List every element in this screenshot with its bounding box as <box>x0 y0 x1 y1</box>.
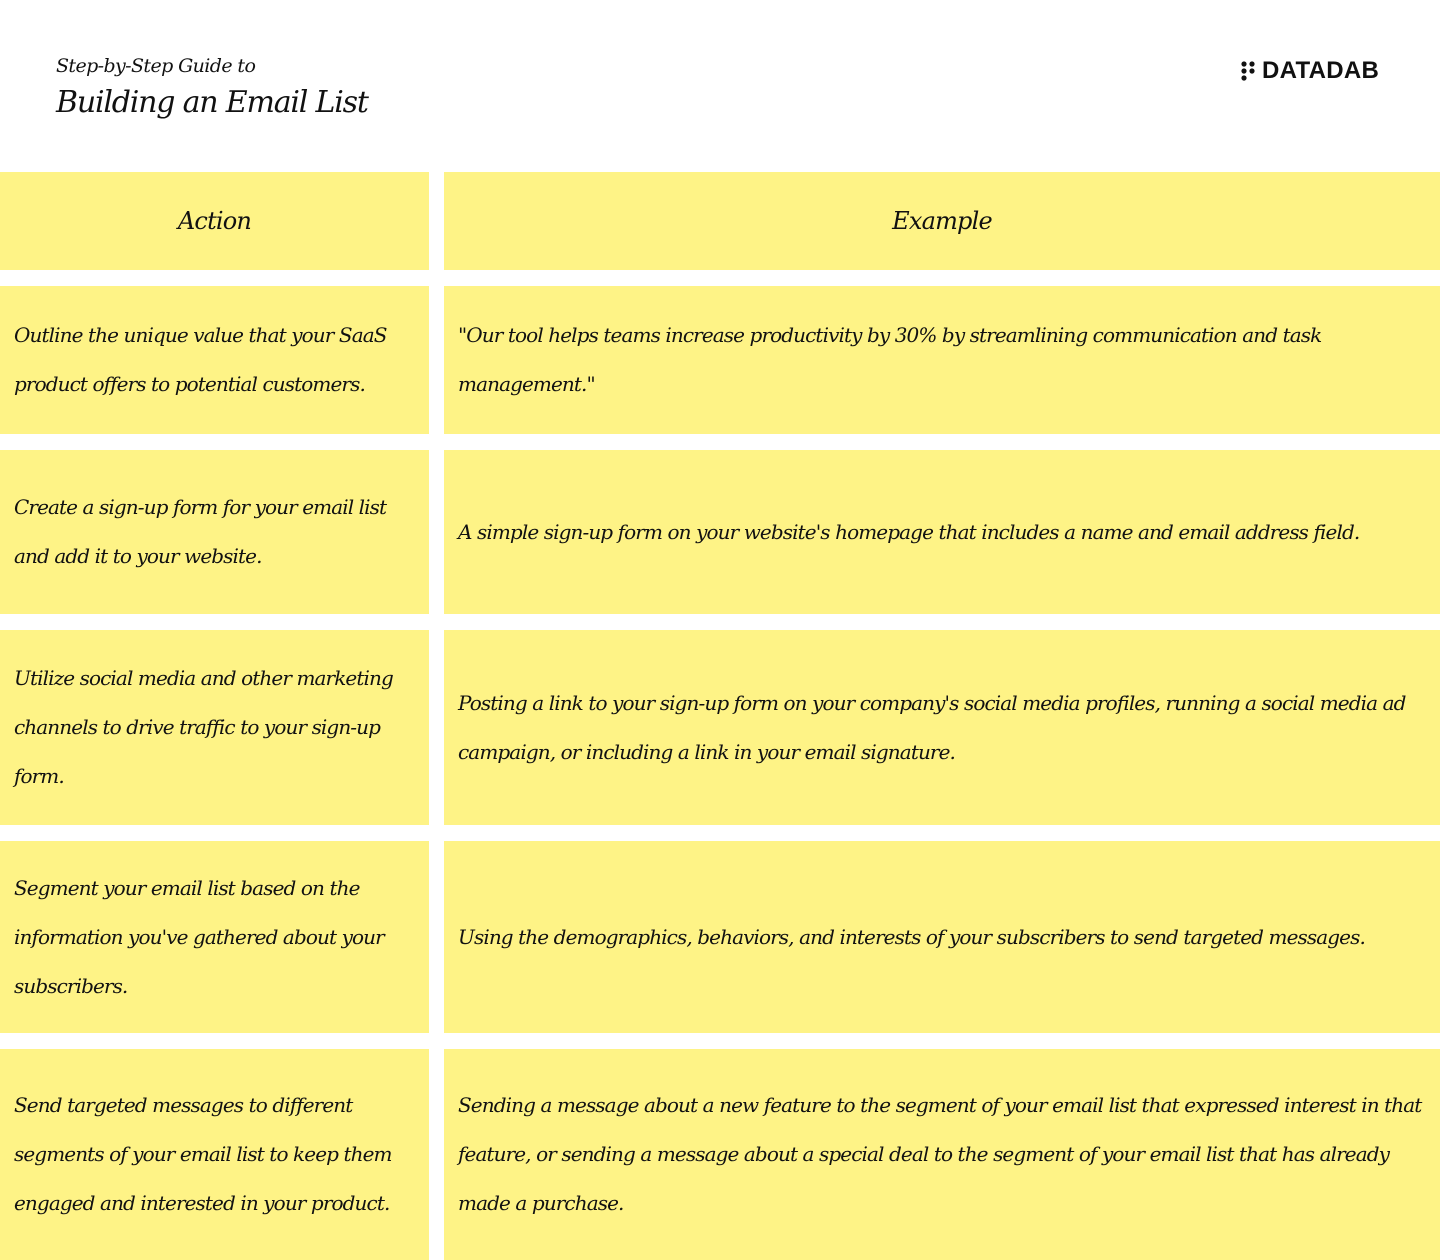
row-divider <box>0 825 1440 841</box>
title-block <box>56 52 368 126</box>
brand-logo-text: DATADAB <box>1262 57 1380 84</box>
example-cell: Using the demographics, behaviors, and interests of your subscribers to send targeted messages. <box>444 841 1440 1033</box>
table-row <box>0 630 1440 825</box>
example-cell: Sending a message about a new feature to the segment of your email list that expressed interest in that feature, or sending a message about a special deal to the segment of your email list that has already made a purchase. <box>444 1049 1440 1260</box>
example-cell: A simple sign-up form on your website's homepage that includes a name and email address field. <box>444 450 1440 614</box>
action-cell: Create a sign-up form for your email list and add it to your website. <box>0 450 429 614</box>
column-header-action: Action <box>0 172 429 270</box>
brand-logo <box>1240 56 1379 86</box>
table-row <box>0 286 1440 434</box>
page-title: Building an Email List <box>56 85 368 120</box>
dots-grid-icon <box>1240 60 1258 82</box>
action-cell: Send targeted messages to different segments of your email list to keep them engaged and interested in your product. <box>0 1049 429 1260</box>
page-subtitle: Step-by-Step Guide to <box>56 55 256 77</box>
table-row <box>0 1049 1440 1260</box>
action-cell: Segment your email list based on the information you've gathered about your subscribers. <box>0 841 429 1033</box>
action-cell: Outline the unique value that your SaaS product offers to potential customers. <box>0 286 429 434</box>
table-row <box>0 841 1440 1033</box>
column-header-example: Example <box>444 172 1440 270</box>
page-header <box>0 0 1440 172</box>
table-row <box>0 450 1440 614</box>
row-divider <box>0 434 1440 450</box>
row-divider <box>0 614 1440 630</box>
example-cell: Posting a link to your sign-up form on your company's social media profiles, running a social media ad campaign, or including a link in your email signature. <box>444 630 1440 825</box>
action-cell: Utilize social media and other marketing channels to drive traffic to your sign-up form. <box>0 630 429 825</box>
row-divider <box>0 1033 1440 1049</box>
guide-table <box>0 172 1440 1260</box>
example-cell: "Our tool helps teams increase productivity by 30% by streamlining communication and task management." <box>444 286 1440 434</box>
row-divider <box>0 270 1440 286</box>
table-header-row <box>0 172 1440 270</box>
